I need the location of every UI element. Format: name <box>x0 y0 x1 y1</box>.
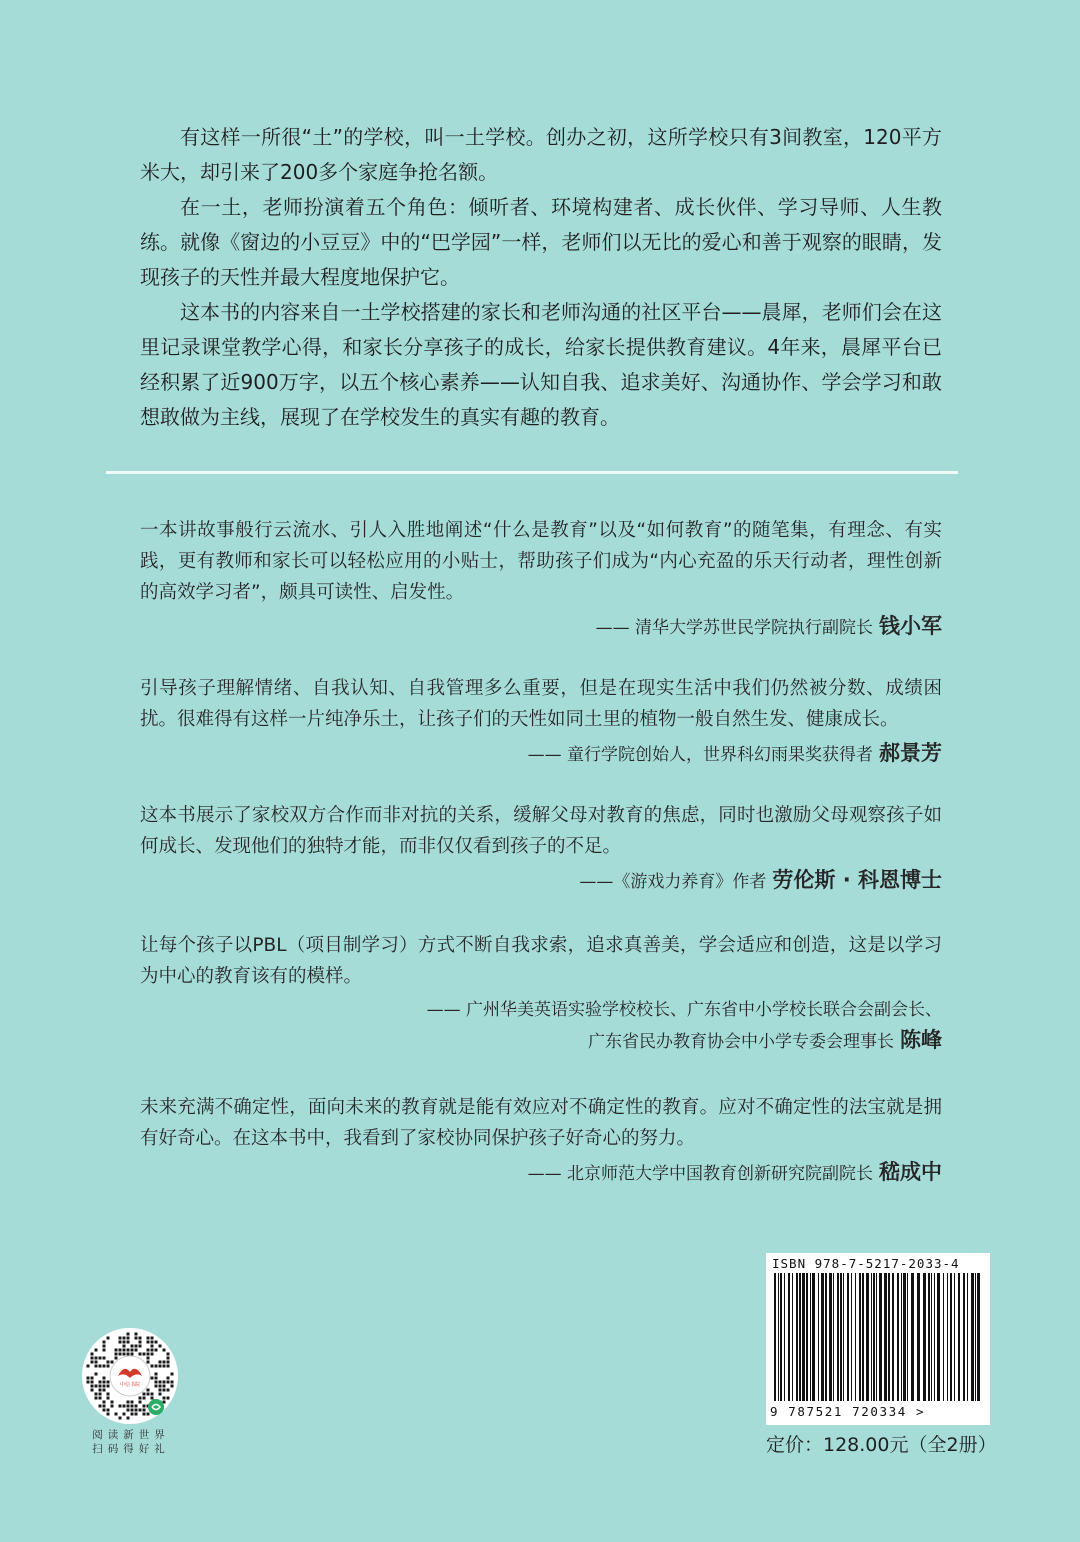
endorsement-attribution <box>140 611 942 643</box>
endorsement-5 <box>140 1092 942 1189</box>
qr-module <box>163 1365 166 1368</box>
qr-code-graphic <box>82 1328 178 1424</box>
barcode-bar <box>963 1273 965 1401</box>
qr-module <box>91 1357 94 1360</box>
barcode-bar <box>937 1273 940 1401</box>
endorser-name: 郝景芳 <box>879 741 942 765</box>
endorser-role-line-1: —— 广州华美英语实验学校校长、广东省中小学校长联合会副会长、 <box>426 1000 942 1020</box>
qr-module <box>131 1349 134 1352</box>
qr-module <box>147 1353 150 1356</box>
qr-module <box>127 1333 130 1336</box>
qr-module <box>155 1373 158 1376</box>
qr-module <box>103 1385 106 1388</box>
qr-module <box>155 1385 158 1388</box>
qr-module <box>171 1381 174 1384</box>
qr-module <box>95 1349 98 1352</box>
endorsement-text: 未来充满不确定性，面向未来的教育就是能有效应对不确定性的教育。应对不确定性的法宝就是拥有好奇心。在这本书中，我看到了家校协同保护孩子好奇心的努力。 <box>140 1097 942 1149</box>
endorsement-text: 一本讲故事般行云流水、引人入胜地阐述“什么是教育”以及“如何教育”的随笔集，有理念、有实践，更有教师和家长可以轻松应用的小贴士，帮助孩子们成为“内心充盈的乐天行动者，理性创新的高效学习者”，颇具可读性、启发性。 <box>140 520 942 603</box>
qr-module <box>151 1345 154 1348</box>
barcode-bar <box>971 1273 974 1401</box>
qr-module <box>99 1389 102 1392</box>
qr-module <box>107 1393 110 1396</box>
qr-module <box>111 1401 114 1404</box>
intro-section <box>140 120 942 435</box>
qr-module <box>107 1337 110 1340</box>
qr-module <box>147 1349 150 1352</box>
qr-module <box>167 1357 170 1360</box>
qr-module <box>135 1409 138 1412</box>
barcode-bar <box>903 1273 906 1401</box>
barcode-bar <box>888 1273 890 1401</box>
qr-module <box>103 1389 106 1392</box>
barcode-bar <box>917 1273 920 1401</box>
endorser-role: —— 清华大学苏世民学院执行副院长 <box>595 618 873 638</box>
qr-module <box>163 1361 166 1364</box>
intro-paragraph-2: 在一土，老师扮演着五个角色：倾听者、环境构建者、成长伙伴、学习导师、人生教练。就像《窗边的小豆豆》中的“巴学园”一样，老师们以无比的爱心和善于观察的眼睛，发现孩子的天性并最大程度地保护它。 <box>140 195 942 289</box>
qr-module <box>159 1345 162 1348</box>
qr-module <box>155 1377 158 1380</box>
qr-module <box>163 1389 166 1392</box>
qr-module <box>139 1341 142 1344</box>
qr-module <box>95 1361 98 1364</box>
qr-module <box>127 1405 130 1408</box>
qr-module <box>159 1361 162 1364</box>
barcode-bar <box>862 1273 864 1401</box>
barcode-bar <box>802 1273 805 1401</box>
endorsement-3 <box>140 800 942 897</box>
barcode-bar <box>892 1273 894 1401</box>
qr-module <box>151 1377 154 1380</box>
barcode-bar <box>931 1273 932 1401</box>
endorser-role: ——《游戏力养育》作者 <box>579 872 767 892</box>
barcode-bar <box>950 1273 952 1401</box>
qr-module <box>107 1385 110 1388</box>
qr-module <box>123 1337 126 1340</box>
qr-module <box>127 1349 130 1352</box>
qr-module <box>119 1337 122 1340</box>
barcode-bars <box>772 1273 984 1405</box>
barcode-bar <box>879 1273 882 1401</box>
qr-module <box>95 1365 98 1368</box>
qr-module <box>135 1333 138 1336</box>
qr-module <box>119 1341 122 1344</box>
endorsement-text: 这本书展示了家校双方合作而非对抗的关系，缓解父母对教育的焦虑，同时也激励父母观察孩子如何成长、发现他们的独特才能，而非仅仅看到孩子的不足。 <box>140 805 942 857</box>
qr-module <box>103 1405 106 1408</box>
qr-module <box>131 1405 134 1408</box>
qr-module <box>103 1349 106 1352</box>
qr-module <box>123 1353 126 1356</box>
qr-module <box>103 1401 106 1404</box>
barcode-bar <box>876 1273 877 1401</box>
qr-module <box>127 1401 130 1404</box>
qr-module <box>123 1405 126 1408</box>
qr-module <box>151 1349 154 1352</box>
qr-module <box>123 1345 126 1348</box>
qr-module <box>103 1409 106 1412</box>
qr-caption-line-2: 扫码得好礼 <box>92 1443 170 1455</box>
barcode-bar <box>810 1273 811 1401</box>
barcode-bar <box>788 1273 790 1401</box>
qr-module <box>127 1417 130 1420</box>
qr-module <box>87 1365 90 1368</box>
qr-module <box>167 1353 170 1356</box>
qr-module <box>91 1361 94 1364</box>
qr-module <box>143 1405 146 1408</box>
qr-module <box>139 1401 142 1404</box>
qr-module <box>111 1405 114 1408</box>
qr-module <box>135 1413 138 1416</box>
qr-module <box>143 1413 146 1416</box>
barcode-bar <box>784 1273 785 1401</box>
qr-module <box>159 1385 162 1388</box>
barcode-bar <box>855 1273 856 1401</box>
barcode-bar <box>774 1273 776 1401</box>
endorser-role: —— 北京师范大学中国教育创新研究院副院长 <box>527 1164 873 1184</box>
barcode-bar <box>901 1273 902 1401</box>
qr-module <box>91 1381 94 1384</box>
qr-module <box>139 1397 142 1400</box>
barcode-bar <box>780 1273 782 1401</box>
barcode-bar <box>866 1273 869 1401</box>
qr-module <box>127 1341 130 1344</box>
qr-module <box>147 1389 150 1392</box>
barcode-bar <box>778 1273 779 1401</box>
qr-module <box>139 1353 142 1356</box>
barcode-bar <box>923 1273 926 1401</box>
qr-module <box>127 1337 130 1340</box>
qr-module <box>167 1361 170 1364</box>
qr-module <box>99 1381 102 1384</box>
qr-module <box>135 1349 138 1352</box>
qr-module <box>135 1337 138 1340</box>
endorser-role: —— 童行学院创始人，世界科幻雨果奖获得者 <box>527 745 873 765</box>
qr-module <box>95 1385 98 1388</box>
qr-module <box>167 1381 170 1384</box>
barcode-bar <box>796 1273 798 1401</box>
endorser-name: 嵇成中 <box>879 1160 942 1184</box>
qr-module <box>103 1345 106 1348</box>
qr-caption-line-1: 阅读新世界 <box>92 1429 170 1441</box>
barcode-bar <box>837 1273 839 1401</box>
qr-module <box>119 1405 122 1408</box>
qr-module <box>159 1381 162 1384</box>
qr-module <box>147 1393 150 1396</box>
qr-module <box>91 1377 94 1380</box>
barcode-bar <box>799 1273 801 1401</box>
endorser-name: 钱小军 <box>879 614 942 638</box>
barcode-bar <box>897 1273 899 1401</box>
endorsement-4 <box>140 930 942 1057</box>
qr-module <box>107 1381 110 1384</box>
qr-module <box>159 1365 162 1368</box>
barcode-bar <box>825 1273 827 1401</box>
qr-module <box>107 1413 110 1416</box>
qr-module <box>163 1381 166 1384</box>
barcode-bar <box>934 1273 935 1401</box>
mini-program-badge-icon <box>148 1399 164 1415</box>
barcode-bar <box>884 1273 887 1401</box>
barcode-bar <box>833 1273 834 1401</box>
barcode-bar <box>840 1273 842 1401</box>
qr-module <box>87 1377 90 1380</box>
qr-module <box>163 1385 166 1388</box>
qr-module <box>119 1353 122 1356</box>
qr-module <box>91 1353 94 1356</box>
qr-module <box>151 1365 154 1368</box>
qr-module <box>155 1341 158 1344</box>
barcode-bar <box>792 1273 793 1401</box>
qr-module <box>115 1349 118 1352</box>
barcode-bar <box>873 1273 875 1401</box>
qr-module <box>163 1397 166 1400</box>
barcode-bar <box>829 1273 832 1401</box>
qr-module <box>143 1393 146 1396</box>
intro-paragraph-3: 这本书的内容来自一土学校搭建的家长和老师沟通的社区平台——晨犀，老师们会在这里记录课堂教学心得，和家长分享孩子的成长，给家长提供教育建议。4年来，晨犀平台已经积累了近900万字，以五个核心素养——认知自我、追求美好、沟通协作、学会学习和敢想敢做为主线，展现了在学校发生的真实有趣的教育。 <box>140 300 942 429</box>
endorsement-text: 引导孩子理解情绪、自我认知、自我管理多么重要，但是在现实生活中我们仍然被分数、成绩困扰。很难得有这样一片纯净乐土，让孩子们的天性如同土里的植物一般自然生发、健康成长。 <box>140 678 942 730</box>
qr-module <box>119 1349 122 1352</box>
qr-module <box>99 1385 102 1388</box>
price-label: 定价：128.00元（全2册） <box>766 1434 997 1456</box>
intro-paragraph-1: 有这样一所很“土”的学校，叫一土学校。创办之初，这所学校只有3间教室，120平方米大，却引来了200多个家庭争抢名额。 <box>140 125 942 184</box>
qr-module <box>159 1389 162 1392</box>
barcode-bar <box>911 1273 914 1401</box>
endorser-name: 陈峰 <box>900 1028 942 1052</box>
barcode-bar <box>943 1273 944 1401</box>
section-divider <box>106 471 958 474</box>
qr-module <box>127 1409 130 1412</box>
qr-module <box>91 1385 94 1388</box>
barcode-bar <box>812 1273 815 1401</box>
qr-module <box>147 1357 150 1360</box>
ean-digits: 9 787521 720334 > <box>770 1404 926 1419</box>
endorsement-text: 让每个孩子以PBL（项目制学习）方式不断自我求索，追求真善美，学会适应和创造，这是以学习为中心的教育该有的模样。 <box>140 935 942 987</box>
qr-module <box>155 1381 158 1384</box>
endorsement-attribution <box>140 995 942 1057</box>
qr-module <box>163 1349 166 1352</box>
qr-module <box>107 1365 110 1368</box>
qr-module <box>127 1353 130 1356</box>
qr-module <box>151 1341 154 1344</box>
qr-module <box>115 1357 118 1360</box>
barcode-bar <box>821 1273 824 1401</box>
isbn-barcode <box>766 1253 990 1425</box>
qr-module <box>99 1405 102 1408</box>
qr-module <box>95 1393 98 1396</box>
qr-module <box>103 1365 106 1368</box>
qr-module <box>135 1345 138 1348</box>
qr-module <box>143 1353 146 1356</box>
qr-module <box>131 1413 134 1416</box>
barcode-bar <box>851 1273 852 1401</box>
qr-module <box>139 1345 142 1348</box>
endorsement-attribution <box>140 738 942 770</box>
qr-module <box>143 1409 146 1412</box>
barcode-bar <box>954 1273 955 1401</box>
qr-module <box>131 1401 134 1404</box>
qr-module <box>99 1393 102 1396</box>
qr-module <box>95 1397 98 1400</box>
qr-module <box>131 1345 134 1348</box>
qr-module <box>103 1357 106 1360</box>
qr-module <box>123 1341 126 1344</box>
endorsement-1 <box>140 515 942 643</box>
qr-module <box>103 1377 106 1380</box>
qr-module <box>167 1377 170 1380</box>
barcode-bar <box>958 1273 960 1401</box>
barcode-bar <box>843 1273 844 1401</box>
qr-module <box>123 1349 126 1352</box>
qr-module <box>107 1397 110 1400</box>
mini-program-qr-code <box>82 1328 178 1424</box>
qr-module <box>107 1409 110 1412</box>
qr-module <box>103 1381 106 1384</box>
barcode-bar <box>859 1273 861 1401</box>
barcode-bar <box>967 1273 968 1401</box>
qr-module <box>147 1413 150 1416</box>
barcode-bar <box>847 1273 849 1401</box>
qr-module <box>147 1361 150 1364</box>
qr-module <box>139 1337 142 1340</box>
qr-module <box>87 1381 90 1384</box>
barcode-bar <box>907 1273 908 1401</box>
qr-module <box>99 1365 102 1368</box>
isbn-number: ISBN 978-7-5217-2033-4 <box>772 1256 960 1271</box>
qr-module <box>155 1365 158 1368</box>
qr-module <box>171 1373 174 1376</box>
qr-module <box>135 1405 138 1408</box>
qr-module <box>167 1397 170 1400</box>
qr-module <box>151 1397 154 1400</box>
qr-module <box>143 1397 146 1400</box>
qr-module <box>167 1389 170 1392</box>
qr-module <box>167 1365 170 1368</box>
qr-module <box>131 1409 134 1412</box>
qr-module <box>159 1393 162 1396</box>
qr-module <box>91 1389 94 1392</box>
qr-module <box>103 1341 106 1344</box>
endorsement-attribution <box>140 865 942 897</box>
qr-module <box>107 1361 110 1364</box>
qr-module <box>131 1353 134 1356</box>
qr-module <box>99 1357 102 1360</box>
qr-module <box>171 1385 174 1388</box>
qr-module <box>95 1357 98 1360</box>
qr-caption <box>86 1428 176 1456</box>
qr-module <box>99 1397 102 1400</box>
barcode-bar <box>975 1273 976 1401</box>
qr-module <box>147 1337 150 1340</box>
barcode-bar <box>977 1273 980 1401</box>
endorser-name: 劳伦斯 · 科恩博士 <box>772 868 942 892</box>
qr-module <box>119 1417 122 1420</box>
qr-module <box>151 1353 154 1356</box>
barcode-bar <box>947 1273 948 1401</box>
endorser-role: 广东省民办教育协会中小学专委会理事长 <box>588 1032 894 1052</box>
qr-module <box>95 1373 98 1376</box>
barcode-bar <box>871 1273 872 1401</box>
barcode-bar <box>818 1273 819 1401</box>
qr-module <box>123 1413 126 1416</box>
endorsement-attribution <box>140 1157 942 1189</box>
qr-module <box>115 1353 118 1356</box>
qr-module <box>151 1337 154 1340</box>
qr-module <box>139 1409 142 1412</box>
barcode-bar <box>928 1273 930 1401</box>
qr-module <box>155 1349 158 1352</box>
qr-module <box>151 1393 154 1396</box>
publisher-logo-text: 中信书院 <box>119 1382 141 1388</box>
qr-module <box>115 1413 118 1416</box>
qr-module <box>111 1361 114 1364</box>
qr-module <box>147 1341 150 1344</box>
barcode-bar <box>806 1273 808 1401</box>
endorsement-2 <box>140 673 942 770</box>
